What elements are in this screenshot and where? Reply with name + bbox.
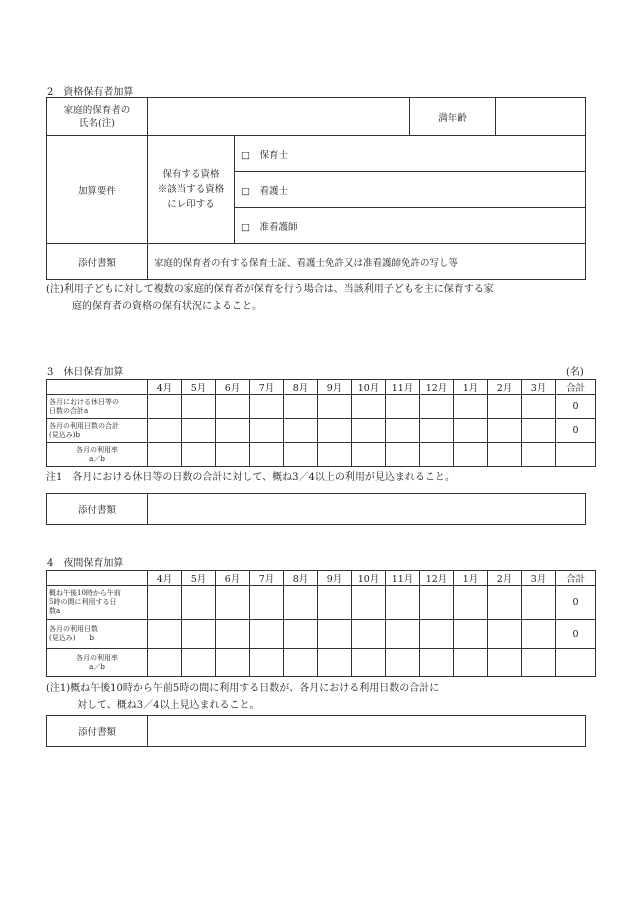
- section3-title: 3 休日保育加算: [47, 367, 124, 378]
- month-header: 7月: [250, 380, 284, 395]
- data-cell[interactable]: [420, 649, 454, 677]
- data-cell[interactable]: [182, 395, 216, 419]
- section4-note-line1: (注1)概ね午後10時から午前5時の間に利用する日数が、各月における利用日数の合計に: [46, 683, 440, 694]
- night-attachment-table: [46, 715, 586, 747]
- attachment-label: 添付書類: [47, 244, 148, 280]
- data-cell[interactable]: [250, 649, 284, 677]
- data-cell[interactable]: [284, 395, 318, 419]
- data-cell[interactable]: [352, 443, 386, 467]
- row-label-usage-rate: 各月の利用率 a／b: [47, 649, 148, 677]
- data-cell[interactable]: [148, 443, 182, 467]
- month-header: 1月: [454, 571, 488, 586]
- total-cell[interactable]: [556, 443, 596, 467]
- data-cell[interactable]: [216, 586, 250, 620]
- checkbox-nurse[interactable]: □ 看護士: [235, 172, 586, 208]
- caregiver-name-label: 家庭的保育者の 氏名(注): [47, 98, 148, 136]
- data-cell[interactable]: [182, 620, 216, 649]
- data-cell[interactable]: [284, 419, 318, 443]
- data-cell[interactable]: [318, 649, 352, 677]
- data-cell[interactable]: [454, 586, 488, 620]
- attachment-field[interactable]: [148, 494, 586, 525]
- data-cell[interactable]: [318, 395, 352, 419]
- month-header: 10月: [352, 380, 386, 395]
- row-label-usage-days: 各月の利用日数の合計 (見込み)b: [47, 419, 148, 443]
- data-cell[interactable]: [284, 649, 318, 677]
- data-cell[interactable]: [522, 395, 556, 419]
- data-cell[interactable]: [420, 586, 454, 620]
- data-cell[interactable]: [318, 620, 352, 649]
- data-cell[interactable]: [522, 620, 556, 649]
- caregiver-name-field[interactable]: [148, 98, 410, 136]
- data-cell[interactable]: [420, 620, 454, 649]
- data-cell[interactable]: [352, 620, 386, 649]
- data-cell[interactable]: [352, 419, 386, 443]
- data-cell[interactable]: [386, 649, 420, 677]
- month-header: 3月: [522, 571, 556, 586]
- qualification-label: 保有する資格 ※該当する資格 にレ印する: [148, 136, 235, 244]
- month-header: 11月: [386, 380, 420, 395]
- data-cell[interactable]: [522, 586, 556, 620]
- month-header: 2月: [488, 380, 522, 395]
- month-header: 3月: [522, 380, 556, 395]
- data-cell[interactable]: [250, 586, 284, 620]
- data-cell[interactable]: [148, 395, 182, 419]
- data-cell[interactable]: [522, 649, 556, 677]
- data-cell[interactable]: [420, 419, 454, 443]
- data-cell[interactable]: [148, 620, 182, 649]
- attachment-field[interactable]: [148, 716, 586, 747]
- month-header: 1月: [454, 380, 488, 395]
- data-cell[interactable]: [386, 620, 420, 649]
- month-header: 4月: [148, 380, 182, 395]
- data-cell[interactable]: [182, 443, 216, 467]
- data-cell[interactable]: [182, 649, 216, 677]
- total-cell: 0: [556, 419, 596, 443]
- total-header: 合計: [556, 571, 596, 586]
- month-header: 5月: [182, 380, 216, 395]
- row-label-usage-rate: 各月の利用率 a／b: [47, 443, 148, 467]
- total-cell: 0: [556, 586, 596, 620]
- data-cell[interactable]: [216, 419, 250, 443]
- total-cell[interactable]: [556, 649, 596, 677]
- data-cell[interactable]: [182, 586, 216, 620]
- month-header: 9月: [318, 380, 352, 395]
- data-cell[interactable]: [488, 620, 522, 649]
- data-cell[interactable]: [352, 649, 386, 677]
- data-cell[interactable]: [386, 443, 420, 467]
- month-header: 12月: [420, 571, 454, 586]
- data-cell[interactable]: [284, 620, 318, 649]
- data-cell[interactable]: [454, 419, 488, 443]
- row-label-night-days: 概ね午後10時から午前 5時の間に利用する日 数a: [47, 586, 148, 620]
- data-cell[interactable]: [284, 443, 318, 467]
- month-header: 11月: [386, 571, 420, 586]
- corner-cell: [47, 380, 148, 395]
- total-header: 合計: [556, 380, 596, 395]
- data-cell[interactable]: [488, 443, 522, 467]
- age-label: 満年齢: [410, 98, 496, 136]
- data-cell[interactable]: [250, 419, 284, 443]
- attachment-text: 家庭的保育者の有する保育士証、看護士免許又は准看護師免許の写し等: [148, 244, 586, 280]
- data-cell[interactable]: [488, 649, 522, 677]
- checkbox-nursery-teacher[interactable]: □ 保育士: [235, 136, 586, 172]
- night-table: [46, 570, 596, 677]
- data-cell[interactable]: [420, 443, 454, 467]
- data-cell[interactable]: [488, 395, 522, 419]
- section2-title: 2 資格保有者加算: [47, 87, 134, 98]
- data-cell[interactable]: [216, 649, 250, 677]
- row-label-holiday-days: 各月における休日等の 日数の合計a: [47, 395, 148, 419]
- data-cell[interactable]: [386, 395, 420, 419]
- attachment-label: 添付書類: [47, 494, 148, 525]
- month-header: 6月: [216, 571, 250, 586]
- data-cell[interactable]: [454, 443, 488, 467]
- section3-note: 注1 各月における休日等の日数の合計に対して、概ね3／4以上の利用が見込まれること。: [46, 472, 455, 483]
- data-cell[interactable]: [386, 419, 420, 443]
- data-cell[interactable]: [454, 620, 488, 649]
- holiday-table: [46, 379, 596, 467]
- data-cell[interactable]: [216, 620, 250, 649]
- requirement-label: 加算要件: [47, 136, 148, 244]
- total-cell: 0: [556, 395, 596, 419]
- data-cell[interactable]: [148, 419, 182, 443]
- age-field[interactable]: [496, 98, 586, 136]
- row-label-usage-days: 各月の利用日数 (見込み) b: [47, 620, 148, 649]
- data-cell[interactable]: [182, 419, 216, 443]
- data-cell[interactable]: [386, 586, 420, 620]
- data-cell[interactable]: [522, 419, 556, 443]
- month-header: 2月: [488, 571, 522, 586]
- month-header: 8月: [284, 571, 318, 586]
- qualification-table: [46, 97, 586, 280]
- data-cell[interactable]: [284, 586, 318, 620]
- data-cell[interactable]: [250, 443, 284, 467]
- data-cell[interactable]: [148, 586, 182, 620]
- month-header: 4月: [148, 571, 182, 586]
- data-cell[interactable]: [488, 586, 522, 620]
- data-cell[interactable]: [488, 419, 522, 443]
- data-cell[interactable]: [250, 395, 284, 419]
- data-cell[interactable]: [318, 419, 352, 443]
- section4-note-line2: 対して、概ね3／4以上見込まれること。: [77, 700, 260, 711]
- data-cell[interactable]: [352, 395, 386, 419]
- data-cell[interactable]: [216, 395, 250, 419]
- data-cell[interactable]: [318, 443, 352, 467]
- month-header: 7月: [250, 571, 284, 586]
- data-cell[interactable]: [250, 620, 284, 649]
- corner-cell: [47, 571, 148, 586]
- data-cell[interactable]: [318, 586, 352, 620]
- data-cell[interactable]: [454, 395, 488, 419]
- data-cell[interactable]: [420, 395, 454, 419]
- data-cell[interactable]: [454, 649, 488, 677]
- section2-note-line1: (注)利用子どもに対して複数の家庭的保育者が保育を行う場合は、当該利用子どもを主に保育する家: [46, 284, 494, 295]
- total-cell: 0: [556, 620, 596, 649]
- checkbox-assistant-nurse[interactable]: □ 准看護師: [235, 208, 586, 244]
- attachment-label: 添付書類: [47, 716, 148, 747]
- section3-unit: (名): [566, 367, 584, 378]
- month-header: 12月: [420, 380, 454, 395]
- month-header: 10月: [352, 571, 386, 586]
- month-header: 6月: [216, 380, 250, 395]
- month-header: 9月: [318, 571, 352, 586]
- holiday-attachment-table: [46, 493, 586, 525]
- data-cell[interactable]: [216, 443, 250, 467]
- month-header: 8月: [284, 380, 318, 395]
- month-header: 5月: [182, 571, 216, 586]
- data-cell[interactable]: [522, 443, 556, 467]
- data-cell[interactable]: [148, 649, 182, 677]
- section2-note-line2: 庭的保育者の資格の保有状況によること。: [72, 301, 262, 312]
- section4-title: 4 夜間保育加算: [47, 558, 124, 569]
- data-cell[interactable]: [352, 586, 386, 620]
